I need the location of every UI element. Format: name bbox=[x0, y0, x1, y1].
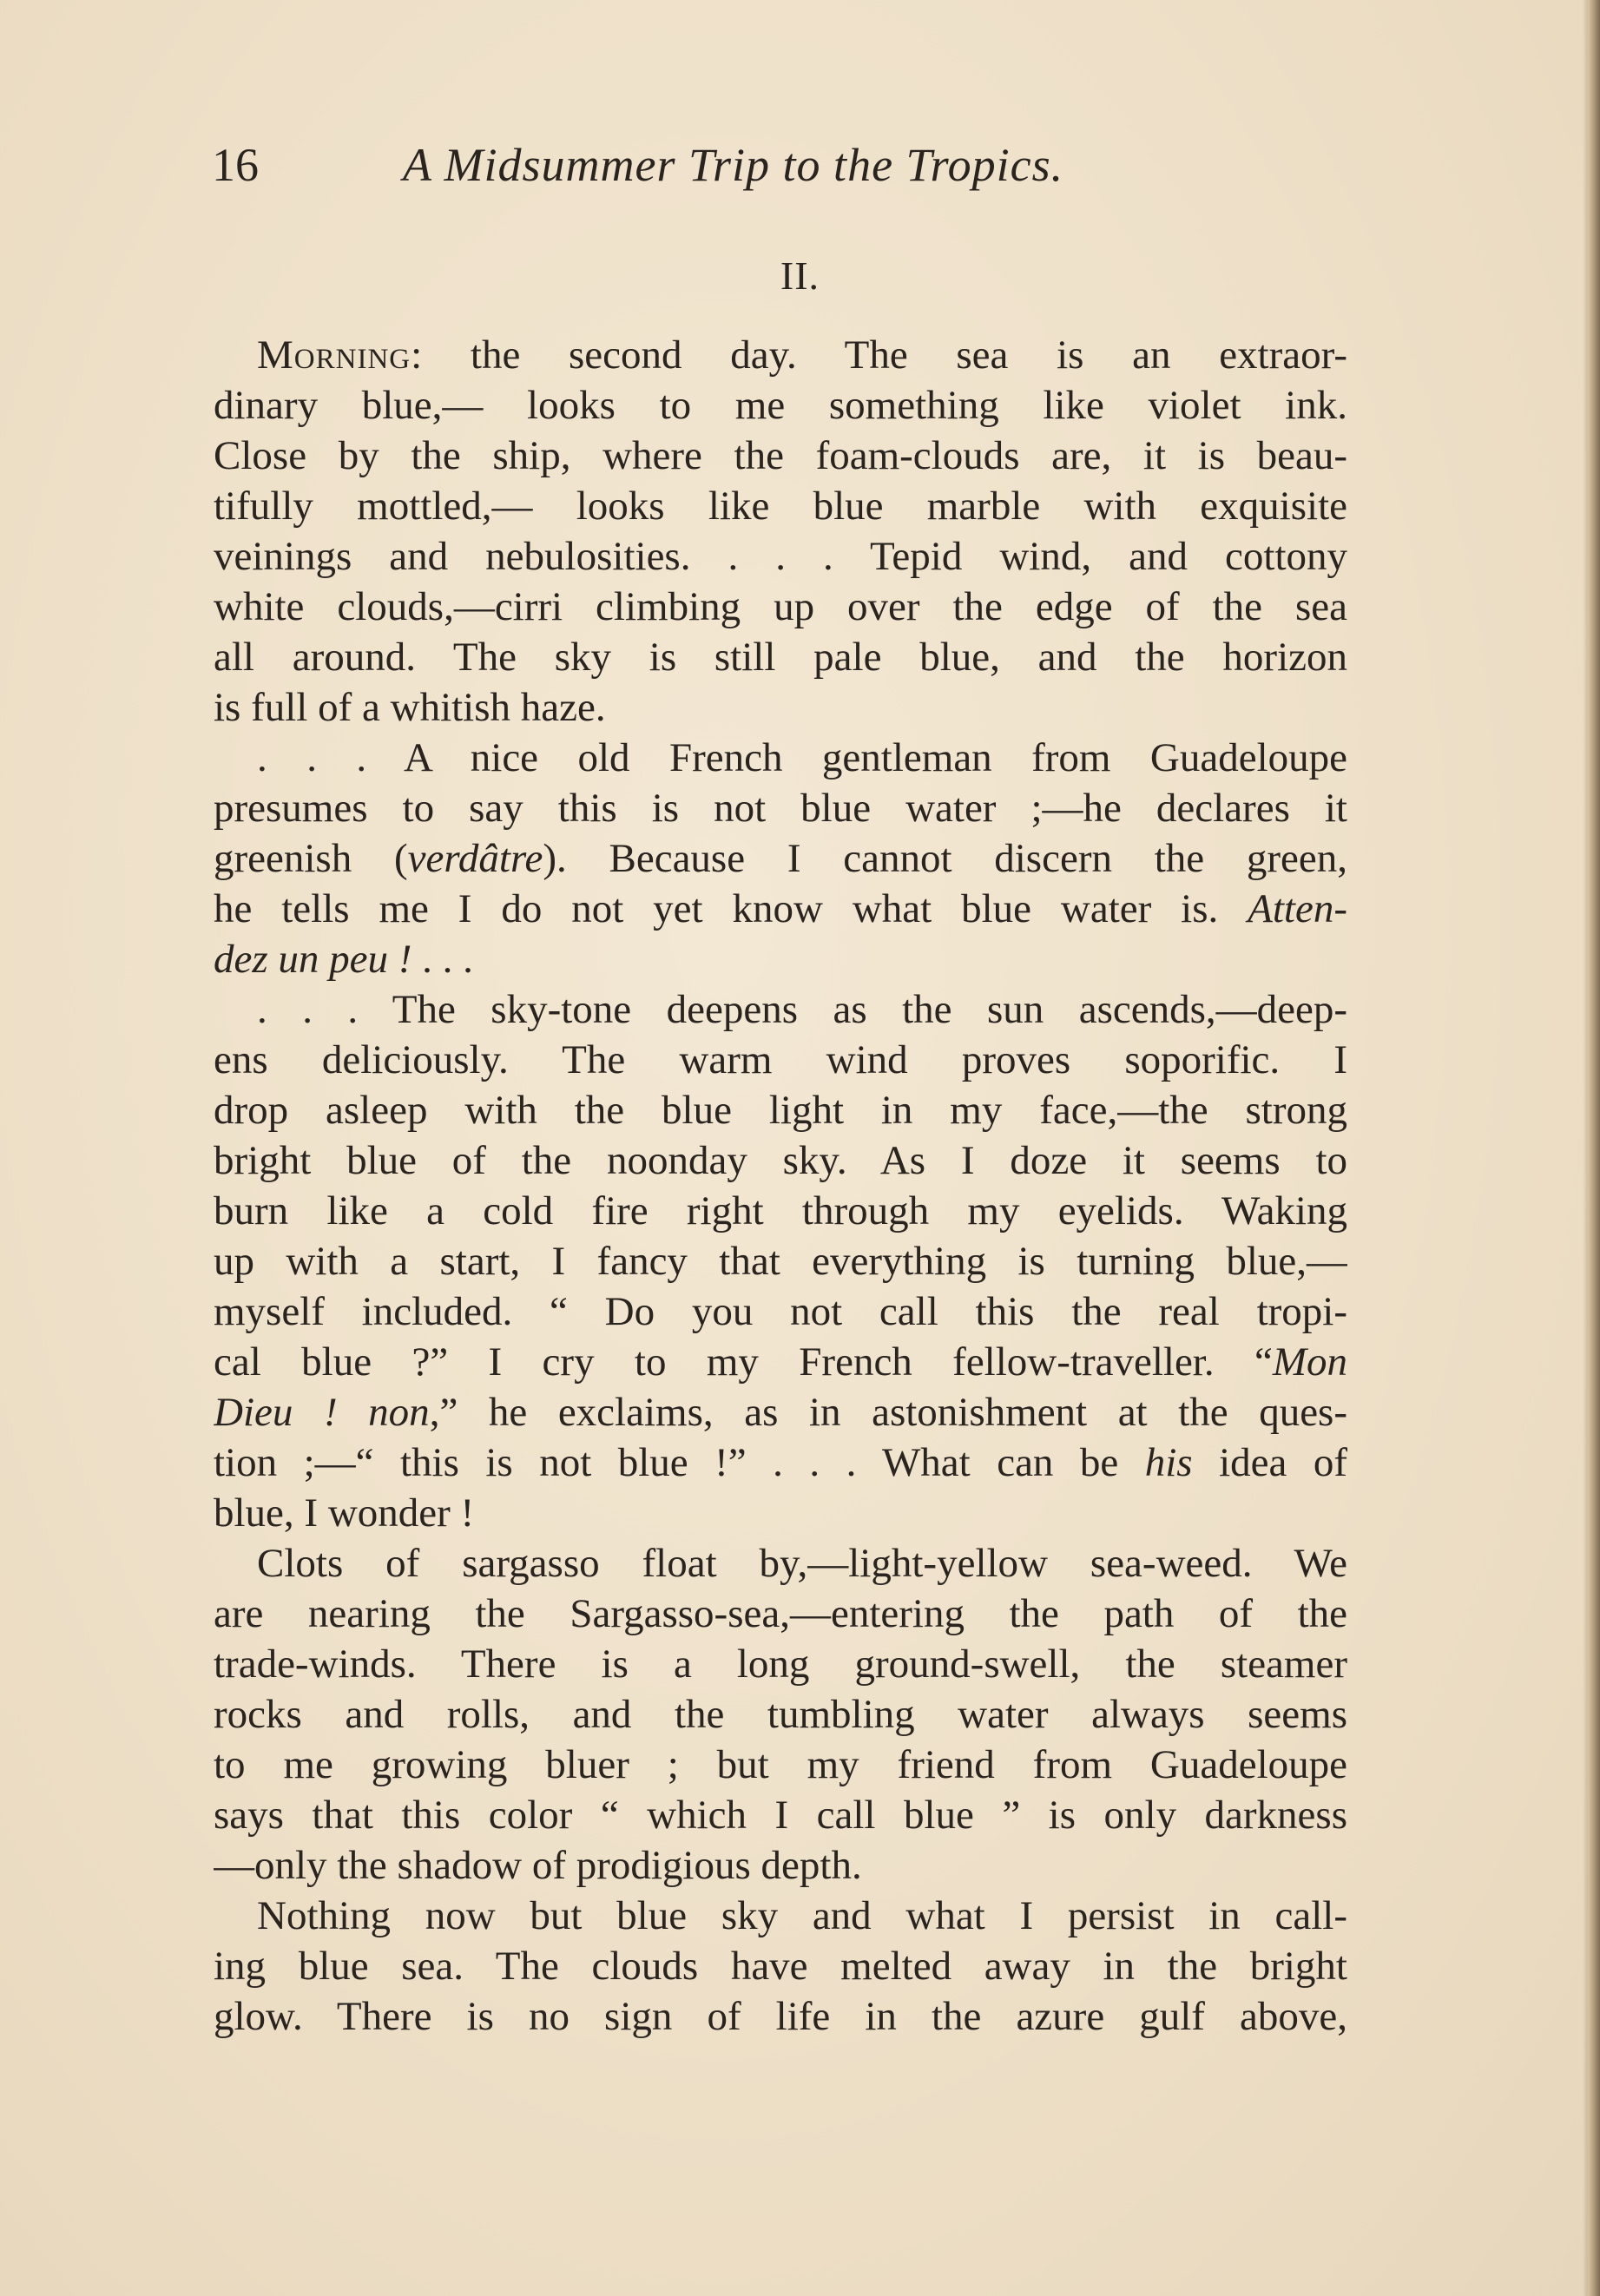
text-line: myself included. “ Do you not call this the real tropi- bbox=[214, 1289, 1347, 1334]
italic-word: his bbox=[1144, 1440, 1193, 1485]
text-line: white clouds,—cirri climbing up over the edge of the sea bbox=[214, 584, 1347, 629]
text-line: tion ;—“ this is not blue !” . . . What can be his idea of bbox=[214, 1440, 1347, 1485]
text-line: says that this color “ which I call blue ” is only darkness bbox=[214, 1793, 1347, 1838]
italic-word: Atten- bbox=[1248, 886, 1347, 931]
page-number: 16 bbox=[212, 139, 259, 191]
text-line: drop asleep with the blue light in my face,—the strong bbox=[214, 1088, 1347, 1133]
text-line: —only the shadow of prodigious depth. bbox=[214, 1843, 862, 1888]
text-line: to me growing bluer ; but my friend from Guadeloupe bbox=[214, 1742, 1347, 1787]
text-line: Clots of sargasso float by,—light-yellow sea-weed. We bbox=[257, 1541, 1347, 1586]
text-line: veinings and nebulosities. . . . Tepid wind, and cottony bbox=[214, 534, 1347, 579]
text-line: rocks and rolls, and the tumbling water always seems bbox=[214, 1692, 1347, 1737]
text-line: he tells me I do not yet know what blue water is. Atten- bbox=[214, 886, 1347, 931]
text-line: burn like a cold fire right through my eyelids. Waking bbox=[214, 1188, 1347, 1234]
text-line: ing blue sea. The clouds have melted away in the bright bbox=[214, 1944, 1347, 1989]
text-line: Close by the ship, where the foam-clouds are, it is beau- bbox=[214, 433, 1347, 478]
text-line: greenish (verdâtre). Because I cannot discern the green, bbox=[214, 836, 1347, 881]
text-line: Nothing now but blue sky and what I persist in call- bbox=[257, 1893, 1347, 1938]
italic-word: verdâtre bbox=[407, 836, 543, 881]
text-line: glow. There is no sign of life in the azure gulf above, bbox=[214, 1994, 1347, 2039]
text-line: all around. The sky is still pale blue, and the horizon bbox=[214, 635, 1347, 680]
text-line: is full of a whitish haze. bbox=[214, 685, 606, 730]
italic-word: dez un peu ! bbox=[214, 937, 412, 982]
section-number: II. bbox=[780, 253, 820, 298]
page-edge bbox=[1588, 0, 1600, 2296]
text-line: up with a start, I fancy that everything is turning blue,— bbox=[214, 1239, 1347, 1284]
text-line: presumes to say this is not blue water ;—he declares it bbox=[214, 786, 1347, 831]
text-line: dinary blue,— looks to me something like violet ink. bbox=[214, 383, 1347, 428]
italic-word: Dieu ! non bbox=[214, 1390, 430, 1435]
text-line: trade-winds. There is a long ground-swell, the steamer bbox=[214, 1641, 1347, 1687]
text-line: are nearing the Sargasso-sea,—entering the path of the bbox=[214, 1591, 1347, 1636]
text-line: blue, I wonder ! bbox=[214, 1490, 475, 1536]
italic-word: Mon bbox=[1272, 1339, 1347, 1385]
text-line: bright blue of the noonday sky. As I doze it seems to bbox=[214, 1138, 1347, 1183]
text-line: tifully mottled,— looks like blue marble with exquisite bbox=[214, 484, 1347, 529]
text-line: ens deliciously. The warm wind proves soporific. I bbox=[214, 1037, 1347, 1082]
text-line: . . . A nice old French gentleman from Guadeloupe bbox=[257, 735, 1347, 780]
running-title: A Midsummer Trip to the Tropics. bbox=[403, 139, 1064, 191]
running-head bbox=[212, 130, 1340, 200]
text-line: Dieu ! non,” he exclaims, as in astonishment at the ques- bbox=[214, 1390, 1347, 1435]
text-line: Morning: the second day. The sea is an extraor- bbox=[257, 332, 1347, 378]
body-text bbox=[214, 330, 1347, 2042]
text-line: cal blue ?” I cry to my French fellow-traveller. “Mon bbox=[214, 1339, 1347, 1385]
section-opening-word: Morning bbox=[257, 332, 412, 378]
text-line: . . . The sky-tone deepens as the sun ascends,—deep- bbox=[257, 987, 1347, 1032]
text-line: dez un peu ! . . . bbox=[214, 937, 473, 982]
